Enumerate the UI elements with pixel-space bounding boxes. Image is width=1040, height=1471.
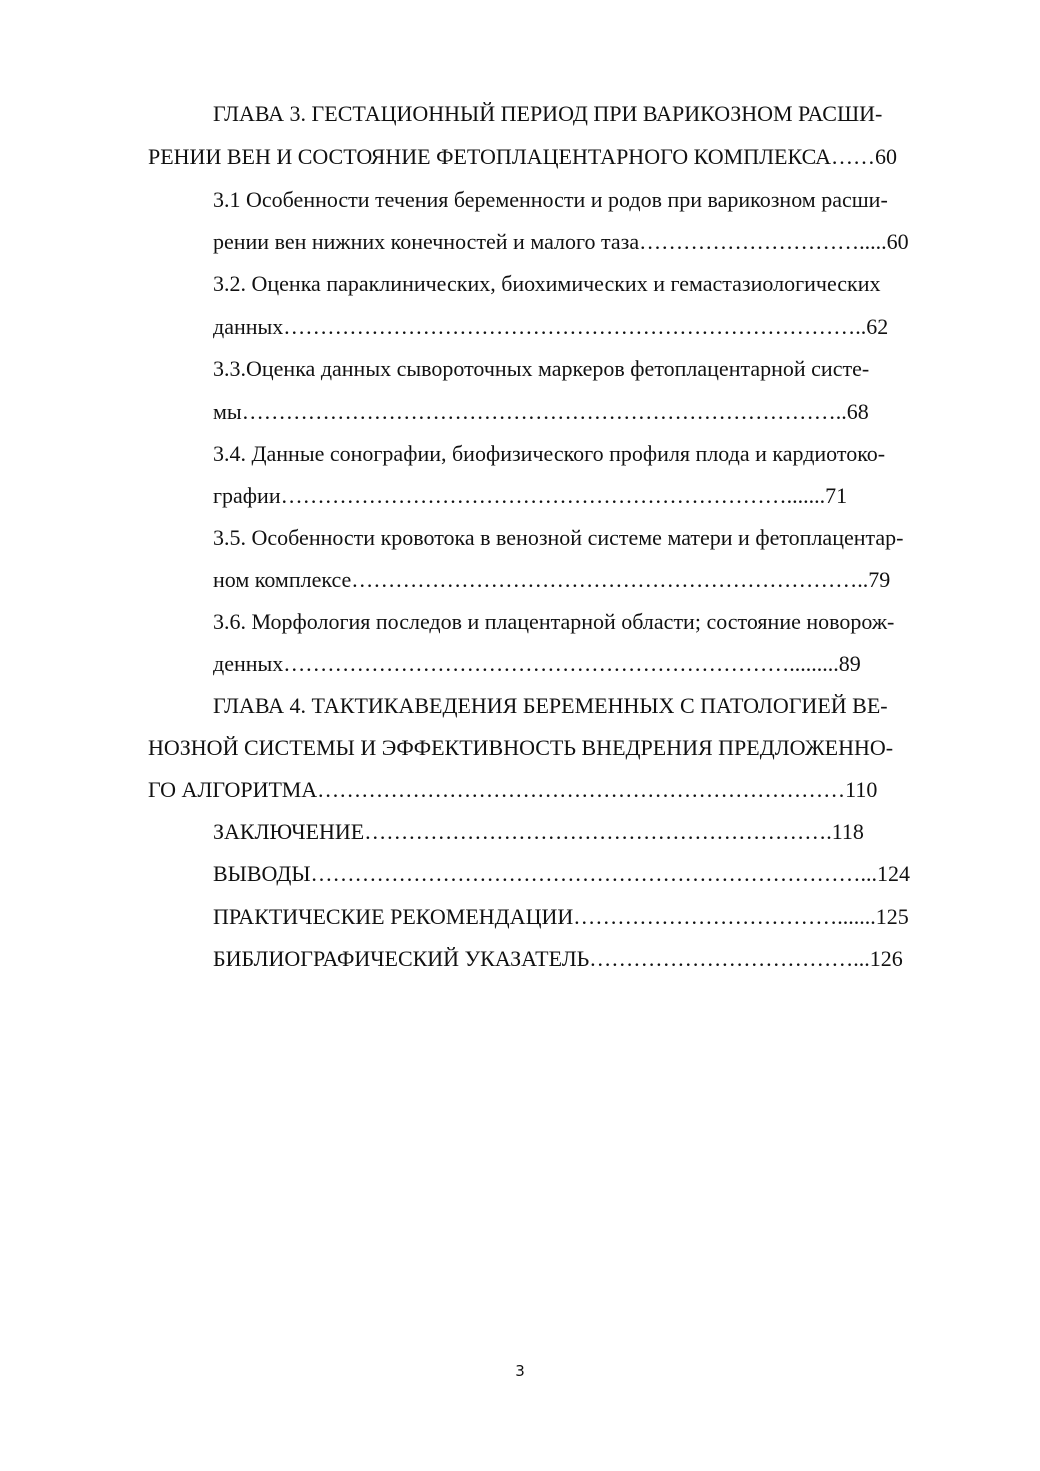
toc-section-3-2: 3.2. Оценка параклинических, биохимических и гемастазиологических: [213, 271, 881, 296]
toc-section-3-5-cont: ном комплексе……………………………………………………………..79: [213, 567, 891, 592]
toc-section-3-3: 3.3.Оценка данных сывороточных маркеров фетоплацентарной систе-: [213, 356, 870, 381]
toc-section-3-5: 3.5. Особенности кровотока в венозной системе матери и фетоплацентар-: [213, 525, 904, 550]
page-number: 3: [515, 1362, 525, 1380]
toc-chapter-3-title: ГЛАВА 3. ГЕСТАЦИОННЫЙ ПЕРИОД ПРИ ВАРИКОЗНОМ РАСШИ-: [213, 101, 883, 126]
toc-chapter-4-title-cont: НОЗНОЙ СИСТЕМЫ И ЭФФЕКТИВНОСТЬ ВНЕДРЕНИЯ ПРЕДЛОЖЕННО-: [148, 735, 894, 760]
toc-bibliography: БИБЛИОГРАФИЧЕСКИЙ УКАЗАТЕЛЬ………………………………...126: [213, 946, 903, 971]
toc-section-3-6-cont: денных…………………………………………………………….........89: [213, 651, 861, 676]
toc-section-3-4: 3.4. Данные сонографии, биофизического профиля плода и кардиотоко-: [213, 441, 886, 466]
toc-section-3-6: 3.6. Морфология последов и плацентарной области; состояние новорож-: [213, 609, 895, 634]
toc-chapter-4-title-end: ГО АЛГОРИТМА………………………………………………………………110: [148, 777, 878, 802]
toc-chapter-3-title-cont: РЕНИИ ВЕН И СОСТОЯНИЕ ФЕТОПЛАЦЕНТАРНОГО КОМПЛЕКСА……60: [148, 144, 898, 169]
toc-section-3-4-cont: графии…………………………………………………………….......71: [213, 483, 848, 508]
toc-conclusion: ЗАКЛЮЧЕНИЕ……………………………………………………….118: [213, 819, 864, 844]
toc-section-3-1-cont: рении вен нижних конечностей и малого таза………………………….....60: [213, 229, 909, 254]
toc-recommendations: ПРАКТИЧЕСКИЕ РЕКОМЕНДАЦИИ……………………………….......125: [213, 904, 909, 929]
toc-chapter-4-title: ГЛАВА 4. ТАКТИКАВЕДЕНИЯ БЕРЕМЕННЫХ С ПАТОЛОГИЕЙ ВЕ-: [213, 693, 888, 718]
toc-section-3-2-cont: данных……………………………………………………………………..62: [213, 314, 889, 339]
toc-section-3-3-cont: мы………………………………………………………………………..68: [213, 399, 869, 424]
toc-section-3-1: 3.1 Особенности течения беременности и родов при варикозном расши-: [213, 187, 888, 212]
toc-findings: ВЫВОДЫ…………………………………………………………………...124: [213, 861, 911, 886]
